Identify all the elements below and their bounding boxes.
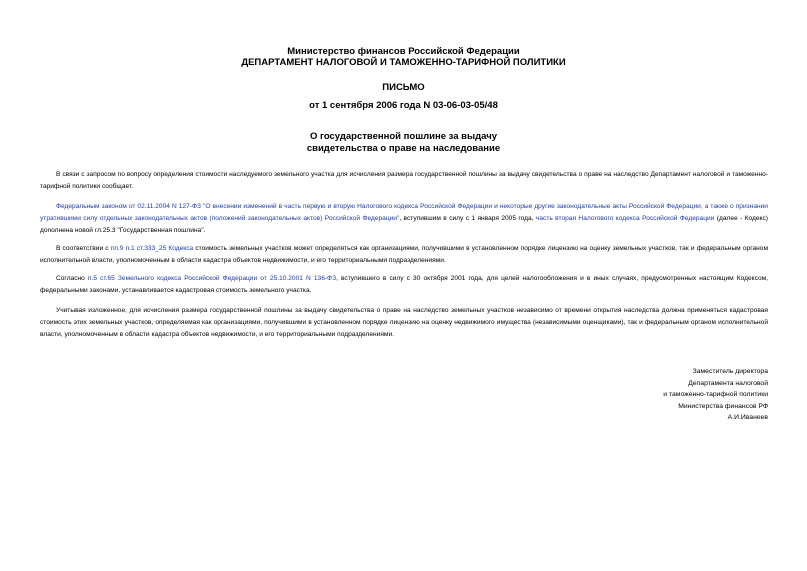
federal-law-link[interactable]: Федеральным законом от 02.11.2004 N 127-ФЗ "О внесении изменений в часть первую и вторую Налогового кодекса Российской Федерации и некоторые другие законодательные акты Российской Федерации, а также о признании утратившими силу отдельных законодательных актов (положений законодательных актов) Российской Федерации" [40, 203, 768, 222]
signature-line-1: Заместитель директора [692, 368, 768, 375]
tax-code-article-link[interactable]: пп.9 п.1 ст.333_25 Кодекса [110, 245, 194, 252]
paragraph-4 [40, 273, 768, 297]
signature-line-4: Министерства финансов РФ [678, 402, 768, 410]
paragraph-3 [40, 243, 768, 267]
subject-line-2: свидетельства о праве на наследование [306, 143, 501, 154]
document-date-number: от 1 сентября 2006 года N 03-06-03-05/48 [309, 100, 498, 111]
paragraph-5 [40, 305, 768, 341]
signature-line-3: и таможенно-тарифной политики [663, 391, 768, 398]
paragraph-3-text-2: стоимость земельных участков может определяться как организациями, получившими в установленном порядке лицензию на оценку земельных участков, так и федеральным органом исполнительной власти, уполномоченным в области кадастра объектов недвижимости, и его территориальными подразделениями. [40, 245, 768, 264]
signature-line-2: Департамента налоговой [688, 379, 768, 387]
paragraph-2 [40, 201, 768, 237]
paragraph-4-text-1: Согласно [56, 275, 85, 282]
signature-block [663, 366, 768, 424]
signature-name: А.И.Иванеев [727, 414, 768, 421]
paragraph-5-text: Учитывая изложенное, для исчисления размера государственной пошлины за выдачу свидетельства о праве на наследство земельных участков независимо от времени открытия наследства должна применяться кадастровая стоимость этих земельных участков, определяемая как организациями, получившими в установленном порядке лицензию на оценку недвижимого имущества (независимыми оценщиками), так и федеральным органом исполнительной власти, уполномоченным в области кадастра объектов недвижимости, и его территориальными подразделениями. [40, 307, 768, 338]
paragraph-3-text-1: В соответствии с [56, 245, 109, 252]
land-code-link[interactable]: п.5 ст.65 Земельного кодекса Российской Федерации от 25.10.2001 N 136-ФЗ [87, 275, 337, 282]
paragraph-2-text-2: (далее - Кодекс) дополнена новой гл.25.3 "Государственная пошлина". [40, 215, 768, 234]
subject-line-1: О государственной пошлине за выдачу [309, 131, 498, 142]
ministry-title: Министерство финансов Российской Федерации [287, 46, 520, 57]
tax-code-part2-link[interactable]: часть вторая Налогового кодекса Российской Федерации [535, 215, 715, 222]
paragraph-1 [40, 169, 768, 193]
paragraph-4-text-2: , вступившего в силу с 30 октября 2001 года, для целей налогообложения и в иных случаях, предусмотренных настоящим Кодексом, федеральными законами, устанавливается кадастровая стоимость земельного участка. [40, 275, 768, 294]
document-type: ПИСЬМО [382, 82, 425, 93]
department-title: ДЕПАРТАМЕНТ НАЛОГОВОЙ И ТАМОЖЕННО-ТАРИФНОЙ ПОЛИТИКИ [241, 57, 566, 68]
paragraph-2-text-1: , вступившим в силу с 1 января 2005 года, [399, 215, 534, 222]
paragraph-1-text: В связи с запросом по вопросу определения стоимости наследуемого земельного участка для исчисления размера государственной пошлины за выдачу свидетельства о праве на наследство Департамент налоговой и таможенно-тарифной политики сообщает. [40, 171, 768, 190]
